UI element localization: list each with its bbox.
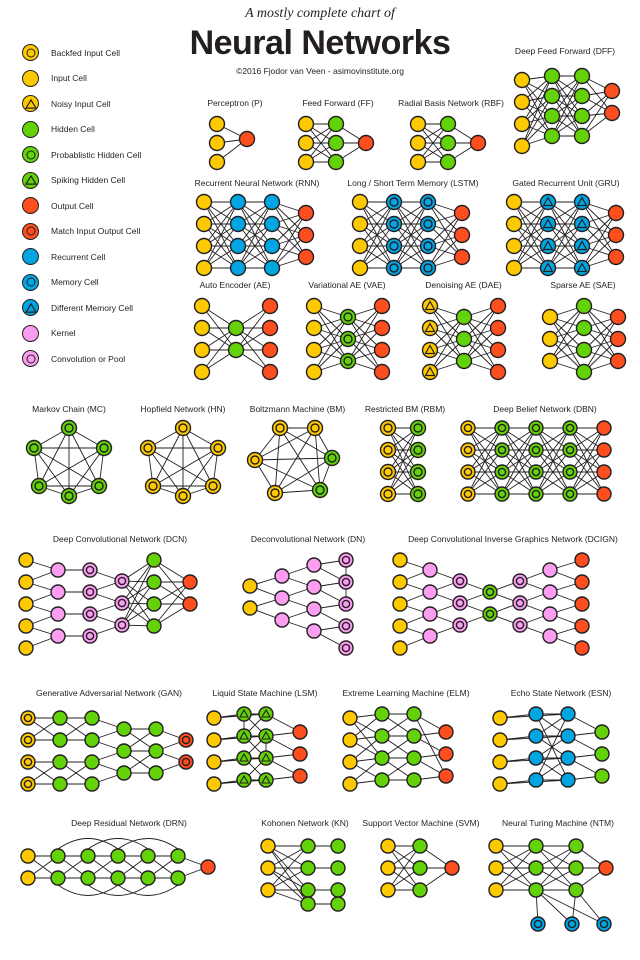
diagram-title: Perceptron (P): [207, 98, 263, 108]
diagram-title: Boltzmann Machine (BM): [249, 404, 346, 414]
diagram-title: Echo State Network (ESN): [510, 688, 612, 698]
legend-item-recurrent-cell: [22, 244, 202, 270]
diagram-title: Markov Chain (MC): [32, 404, 106, 414]
circle-ring-pink-icon: [22, 350, 39, 367]
diagram-canvas: [182, 192, 332, 284]
legend-item-label: Memory Cell: [51, 277, 99, 288]
diagram-dcign: [388, 534, 638, 674]
diagram-lsm: [200, 688, 330, 808]
diagram-dae: [406, 280, 521, 395]
diagram-rbm: [360, 404, 450, 514]
legend-item-label: Convolution or Pool: [51, 353, 126, 364]
diagram-canvas: [500, 60, 630, 155]
legend-item-output-cell: [22, 193, 202, 219]
diagram-title: Restricted BM (RBM): [364, 404, 446, 414]
circle-yellow-icon: [22, 70, 39, 87]
diagram-title: Deep Residual Network (DRN): [71, 818, 187, 828]
legend-item-convolution-or-pool: [22, 346, 202, 372]
diagram-canvas: [482, 832, 634, 942]
diagram-canvas: [12, 548, 228, 670]
diagram-title: Deconvolutional Network (DN): [250, 534, 366, 544]
diagram-kn: [250, 818, 360, 928]
diagram-hn: [128, 404, 238, 514]
circle-orange-icon: [22, 197, 39, 214]
legend-item-label: Match Input Output Cell: [51, 226, 141, 237]
diagram-title: Sparse AE (SAE): [550, 280, 616, 290]
legend-item-kernel: [22, 321, 202, 347]
diagram-canvas: [336, 702, 476, 807]
circle-ring-orange-icon: [22, 223, 39, 240]
diagram-canvas: [250, 832, 360, 922]
diagram-p: [190, 98, 280, 168]
diagram-canvas: [240, 418, 355, 513]
diagram-canvas: [180, 294, 290, 394]
legend-item-input-cell: [22, 66, 202, 92]
circle-blue-icon: [22, 248, 39, 265]
circle-triangle-green-icon: [22, 172, 39, 189]
legend-item-spiking-hidden-cell: [22, 168, 202, 194]
diagram-canvas: [360, 418, 450, 513]
diagram-dcn: [12, 534, 228, 674]
diagram-sae: [528, 280, 638, 395]
legend-item-label: Noisy Input Cell: [51, 98, 111, 109]
diagram-drn: [14, 818, 244, 928]
legend-item-hidden-cell: [22, 117, 202, 143]
diagram-canvas: [14, 832, 244, 922]
legend-item-different-memory-cell: [22, 295, 202, 321]
diagram-canvas: [14, 702, 204, 807]
diagram-title: Denoising AE (DAE): [425, 280, 502, 290]
diagram-canvas: [190, 112, 280, 172]
diagram-title: Support Vector Machine (SVM): [362, 818, 480, 828]
legend-item-match-input-output-cell: [22, 219, 202, 245]
legend-item-label: Backfed Input Cell: [51, 47, 120, 58]
diagram-canvas: [452, 418, 638, 513]
diagram-gan: [14, 688, 204, 808]
circle-green-icon: [22, 121, 39, 138]
diagram-canvas: [288, 112, 388, 174]
diagram-rnn: [182, 178, 332, 288]
header-subtitle: A mostly complete chart of: [245, 6, 395, 21]
legend-item-noisy-input-cell: [22, 91, 202, 117]
diagram-bm: [240, 404, 355, 514]
header-credit: ©2016 Fjodor van Veen - asimovinstitute.org: [236, 66, 404, 76]
diagram-canvas: [406, 294, 521, 394]
diagram-ae: [180, 280, 290, 395]
circle-triangle-blue-icon: [22, 299, 39, 316]
legend-item-label: Hidden Cell: [51, 124, 95, 135]
circle-ring-blue-icon: [22, 274, 39, 291]
diagram-canvas: [486, 702, 636, 807]
diagram-title: Deep Convolutional Network (DCN): [52, 534, 188, 544]
diagram-title: Extreme Learning Machine (ELM): [342, 688, 470, 698]
diagram-canvas: [234, 548, 382, 670]
legend-item-label: Kernel: [51, 328, 76, 339]
legend-item-label: Recurrent Cell: [51, 251, 106, 262]
diagram-dn: [234, 534, 382, 674]
diagram-dff: [500, 46, 630, 156]
legend-item-backfed-input-cell: [22, 40, 202, 66]
legend-item-probablistic-hidden-cell: [22, 142, 202, 168]
diagram-canvas: [292, 294, 402, 394]
circle-ring-yellow-icon: [22, 44, 39, 61]
diagram-title: Deep Convolutional Inverse Graphics Network (DCIGN): [408, 534, 618, 544]
legend-item-label: Input Cell: [51, 73, 87, 84]
diagram-title: Feed Forward (FF): [302, 98, 374, 108]
diagram-gru: [496, 178, 636, 288]
diagram-title: Neural Turing Machine (NTM): [502, 818, 614, 828]
diagram-title: Radial Basis Network (RBF): [398, 98, 504, 108]
diagram-canvas: [528, 294, 638, 394]
diagram-vae: [292, 280, 402, 395]
legend-item-label: Probablistic Hidden Cell: [51, 149, 142, 160]
diagram-rbf: [396, 98, 506, 168]
page-title: Neural Networks: [189, 24, 451, 62]
diagram-canvas: [388, 548, 638, 670]
diagram-title: Gated Recurrent Unit (GRU): [512, 178, 620, 188]
diagram-title: Auto Encoder (AE): [199, 280, 271, 290]
diagram-canvas: [396, 112, 506, 174]
diagram-canvas: [338, 192, 488, 284]
diagram-ntm: [482, 818, 634, 943]
diagram-dbn: [452, 404, 638, 514]
diagram-svm: [362, 818, 480, 928]
diagram-canvas: [366, 832, 476, 922]
diagram-title: Liquid State Machine (LSM): [212, 688, 318, 698]
circle-ring-green-icon: [22, 146, 39, 163]
diagram-esn: [486, 688, 636, 808]
diagram-elm: [336, 688, 476, 808]
legend-item-label: Output Cell: [51, 200, 94, 211]
diagram-title: Variational AE (VAE): [308, 280, 386, 290]
diagram-ff: [288, 98, 388, 168]
diagram-title: Deep Belief Network (DBN): [493, 404, 597, 414]
diagram-mc: [14, 404, 124, 514]
diagram-canvas: [200, 702, 330, 807]
diagram-title: Deep Feed Forward (DFF): [514, 46, 616, 56]
legend-item-label: Different Memory Cell: [51, 302, 134, 313]
legend: [22, 40, 202, 372]
diagram-title: Recurrent Neural Network (RNN): [194, 178, 320, 188]
diagram-title: Long / Short Term Memory (LSTM): [347, 178, 479, 188]
diagram-canvas: [14, 418, 124, 513]
circle-pink-icon: [22, 325, 39, 342]
legend-item-label: Spiking Hidden Cell: [51, 175, 126, 186]
diagram-title: Hopfield Network (HN): [140, 404, 226, 414]
legend-item-memory-cell: [22, 270, 202, 296]
diagram-title: Generative Adversarial Network (GAN): [36, 688, 182, 698]
circle-triangle-yellow-icon: [22, 95, 39, 112]
diagram-title: Kohonen Network (KN): [261, 818, 349, 828]
diagram-canvas: [496, 192, 636, 284]
diagram-lstm: [338, 178, 488, 288]
diagram-canvas: [128, 418, 238, 513]
